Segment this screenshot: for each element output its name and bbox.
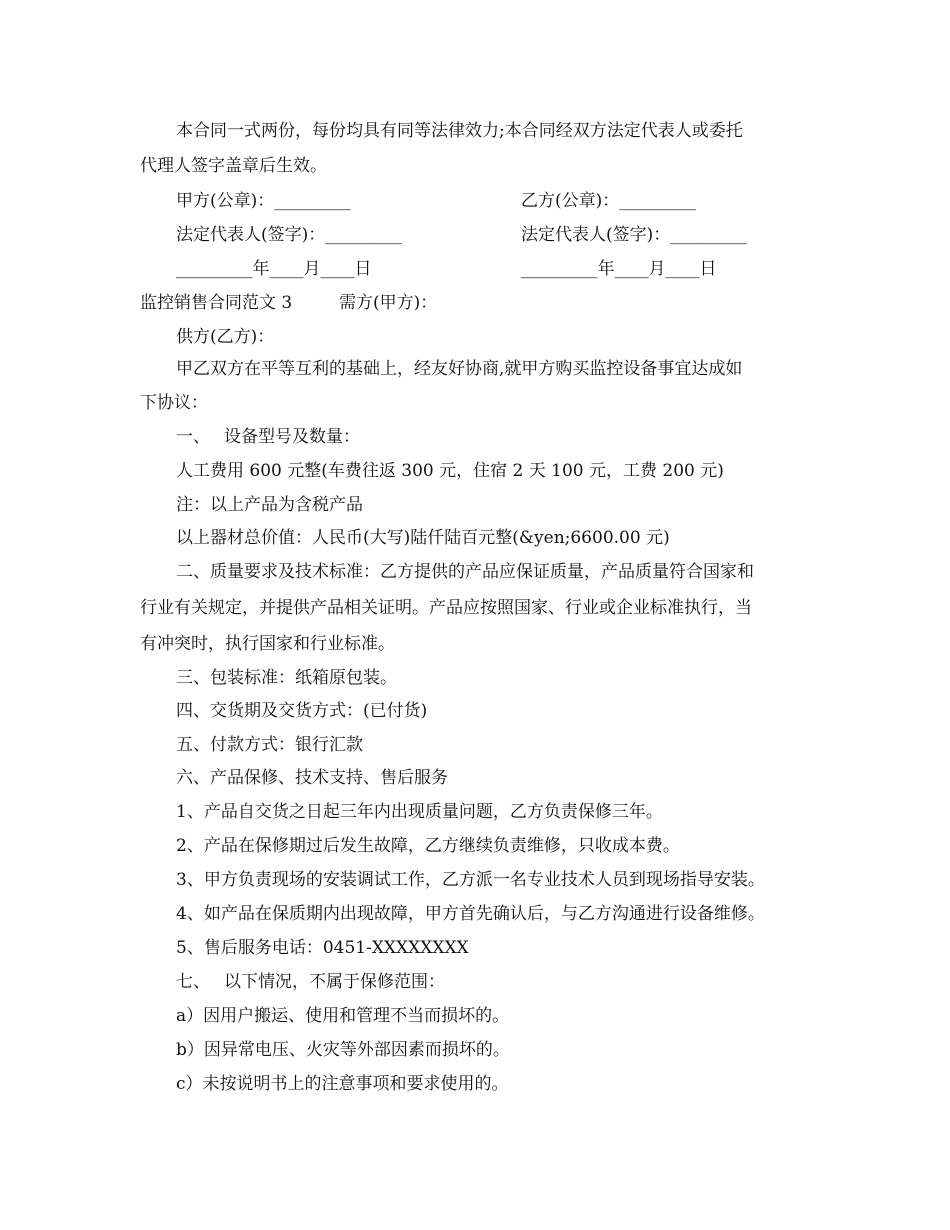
tax-note: 注：以上产品为含税产品 (176, 495, 363, 515)
section-2-line: 行业有关规定，并提供产品相关证明。产品应按照国家、行业或企业标准执行，当 (140, 598, 752, 618)
list-item: 1、产品自交货之日起三年内出现质量问题，乙方负责保修三年。 (176, 802, 663, 822)
party-a-representative: 法定代表人(签字)：_________ (176, 225, 402, 245)
section-7-heading (176, 965, 820, 999)
party-b-representative: 法定代表人(签字)：_________ (521, 225, 747, 245)
seller-label: 供方(乙方)： (176, 327, 275, 347)
party-b-seal: 乙方(公章)：_________ (521, 191, 696, 211)
party-a-seal: 甲方(公章)：_________ (176, 191, 351, 211)
exclusion-item: b）因异常电压、火灾等外部因素而损坏的。 (176, 1040, 510, 1060)
section-6: 六、产品保修、技术支持、售后服务 (176, 768, 448, 788)
exclusion-item: c）未按说明书上的注意事项和要求使用的。 (176, 1074, 509, 1094)
party-b-date: _________年____月____日 (521, 259, 717, 279)
section-5: 五、付款方式：银行汇款 (176, 735, 363, 755)
paragraph-line: 代理人签字盖章后生效。 (140, 156, 327, 176)
intro-line: 下协议： (140, 393, 208, 413)
section-title: 设备型号及数量： (224, 427, 360, 447)
contract-title-line (140, 286, 820, 320)
section-title: 以下情况，不属于保修范围： (224, 972, 445, 992)
section-number: 七、 (176, 972, 210, 992)
paragraph-line: 本合同一式两份，每份均具有同等法律效力;本合同经双方法定代表人或委托 (176, 121, 743, 141)
exclusion-item: a）因用户搬运、使用和管理不当而损坏的。 (176, 1006, 510, 1026)
total-value: 以上器材总价值：人民币(大写)陆仟陆百元整(&yen;6600.00 元) (176, 528, 670, 548)
section-number: 一、 (176, 427, 210, 447)
section-2-line: 二、质量要求及技术标准：乙方提供的产品应保证质量，产品质量符合国家和 (176, 562, 754, 582)
list-item: 2、产品在保修期过后发生故障，乙方继续负责维修，只收成本费。 (176, 836, 680, 856)
list-item: 4、如产品在保质期内出现故障，甲方首先确认后，与乙方沟通进行设备维修。 (176, 904, 765, 924)
list-item: 3、甲方负责现场的安装调试工作，乙方派一名专业技术人员到现场指导安装。 (176, 870, 765, 890)
section-4: 四、交货期及交货方式：(已付货) (176, 701, 428, 721)
contract-title: 监控销售合同范文 3 (140, 293, 293, 313)
section-1-heading (176, 420, 820, 454)
buyer-label: 需方(甲方)： (339, 293, 438, 313)
section-2-line: 有冲突时，执行国家和行业标准。 (140, 634, 395, 654)
labor-cost: 人工费用 600 元整(车费往返 300 元，住宿 2 天 100 元，工费 200 元) (176, 461, 724, 481)
party-a-date: _________年____月____日 (176, 259, 372, 279)
list-item: 5、售后服务电话：0451-XXXXXXXX (176, 938, 469, 958)
intro-line: 甲乙双方在平等互利的基础上，经友好协商,就甲方购买监控设备事宜达成如 (176, 359, 743, 379)
section-3: 三、包装标准：纸箱原包装。 (176, 668, 397, 688)
